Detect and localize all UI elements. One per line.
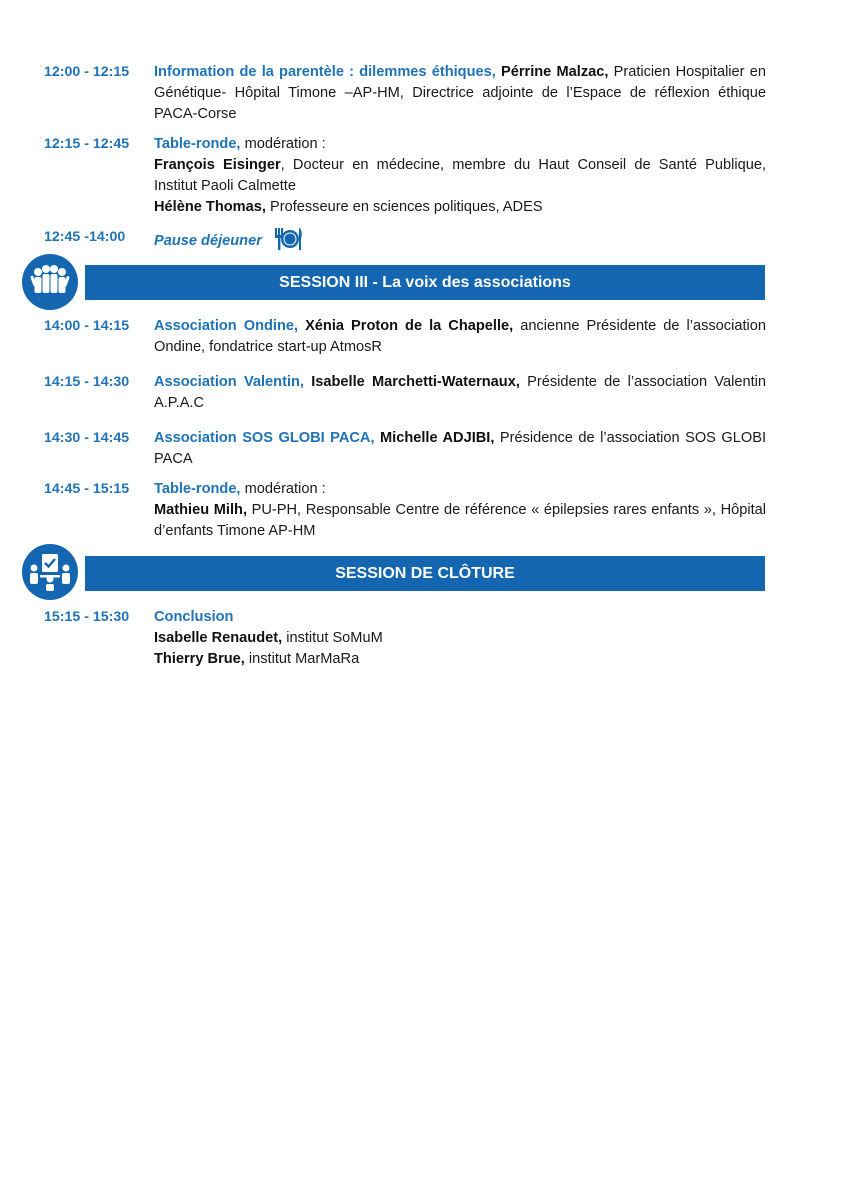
group-people-icon xyxy=(22,254,78,310)
panelist-name: Mathieu Milh, xyxy=(154,502,247,518)
item-body xyxy=(154,372,766,414)
speaker-name: Isabelle Marchetti-Waternaux, xyxy=(311,374,520,390)
item-suffix: modération : xyxy=(244,481,326,497)
speaker-desc: Présidence de l’association SOS GLOBI PACA xyxy=(154,430,766,467)
item-title: Association SOS GLOBI PACA, xyxy=(154,430,375,446)
plate-cutlery-icon xyxy=(274,227,304,258)
item-title: Conclusion xyxy=(154,609,234,625)
speaker-desc: Présidente de l’association Valentin A.P.A.C xyxy=(154,374,766,411)
item-suffix: modération : xyxy=(244,136,326,152)
time-slot: 14:45 - 15:15 xyxy=(44,481,130,497)
panelist-desc: institut SoMuM xyxy=(286,630,383,646)
panelist xyxy=(154,500,766,542)
speaker-name: Michelle ADJIBI, xyxy=(380,430,495,446)
speaker-name: Xénia Proton de la Chapelle, xyxy=(305,318,514,334)
item-body xyxy=(154,607,766,670)
panelist-name: Hélène Thomas, xyxy=(154,199,266,215)
speaker-name: Pérrine Malzac, xyxy=(501,64,609,80)
item-heading xyxy=(154,134,766,155)
time-slot: 12:00 - 12:15 xyxy=(44,64,130,80)
time-slot: 14:30 - 14:45 xyxy=(44,430,130,446)
panelist-name: Isabelle Renaudet, xyxy=(154,630,283,646)
item-body xyxy=(154,479,766,542)
item-title: Table-ronde, xyxy=(154,481,241,497)
session-banner: SESSION DE CLÔTURE xyxy=(85,556,765,591)
panelist xyxy=(154,628,766,649)
speaker-desc: ancienne Présidente de l’association Ondine, fondatrice start-up AtmosR xyxy=(154,318,766,355)
speaker-desc: Praticien Hospitalier en Génétique- Hôpital Timone –AP-HM, Directrice adjointe de l’Espace de réflexion éthique PACA-Corse xyxy=(154,64,766,122)
item-body xyxy=(154,428,766,470)
item-title: Table-ronde, xyxy=(154,136,241,152)
panelist xyxy=(154,155,766,197)
time-slot: 14:15 - 14:30 xyxy=(44,374,130,390)
panelist xyxy=(154,197,766,218)
time-slot: 14:00 - 14:15 xyxy=(44,318,130,334)
item-body xyxy=(154,62,766,125)
time-slot: 15:15 - 15:30 xyxy=(44,609,130,625)
item-title: Pause déjeuner xyxy=(154,233,262,249)
panelist-desc: , Docteur en médecine, membre du Haut Conseil de Santé Publique, Institut Paoli Calmette xyxy=(154,157,767,194)
panelist-desc: institut MarMaRa xyxy=(248,651,360,667)
panelist xyxy=(154,649,766,670)
item-body xyxy=(154,316,766,358)
item-title: Association Ondine, xyxy=(154,318,299,334)
item-body xyxy=(154,227,766,258)
panelist-name: Thierry Brue, xyxy=(154,651,245,667)
item-title: Information de la parentèle : dilemmes éthiques, xyxy=(154,64,496,80)
panelist-name: François Eisinger xyxy=(154,157,281,173)
panelist-desc: PU-PH, Responsable Centre de référence « épilepsies rares enfants », Hôpital d’enfants Timone AP-HM xyxy=(154,502,766,539)
item-heading xyxy=(154,479,766,500)
session-banner: SESSION III - La voix des associations xyxy=(85,265,765,300)
meeting-checklist-icon xyxy=(22,544,78,600)
item-title: Association Valentin, xyxy=(154,374,304,390)
time-slot: 12:15 - 12:45 xyxy=(44,136,130,152)
time-slot: 12:45 -14:00 xyxy=(44,229,126,245)
panelist-desc: Professeure en sciences politiques, ADES xyxy=(269,199,543,215)
item-body xyxy=(154,134,766,218)
